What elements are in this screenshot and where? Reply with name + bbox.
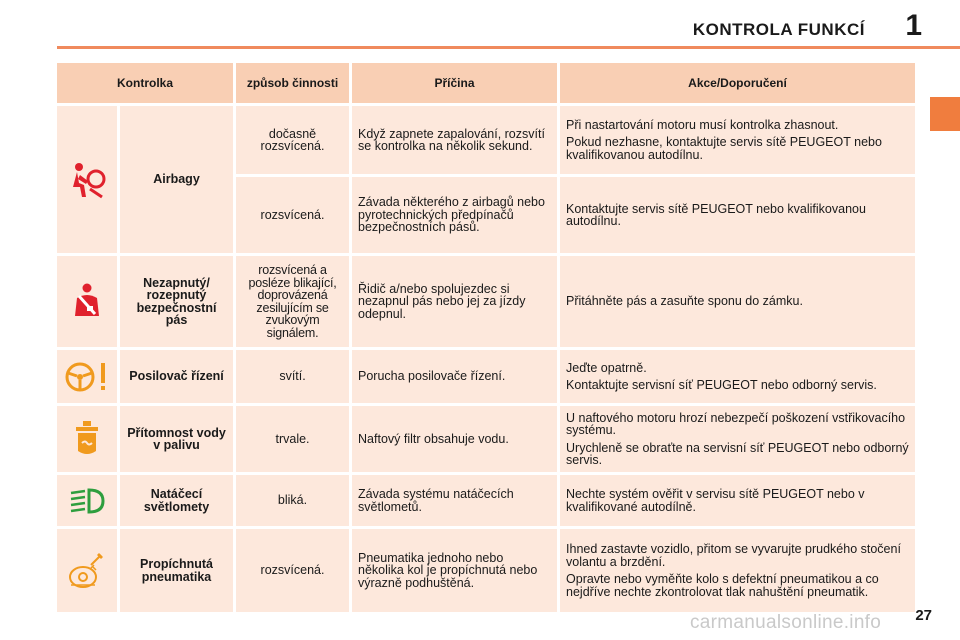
action-text: Kontaktujte servisní síť PEUGEOT nebo odborný servis.	[566, 378, 877, 392]
label-seatbelt: Nezapnutý/ rozepnutý bezpečnostní pás	[120, 256, 233, 347]
watermark: carmanualsonline.info	[690, 612, 882, 633]
action-cell	[560, 406, 915, 472]
tyre-puncture-icon	[65, 551, 109, 591]
mode-cell: rozsvícená.	[236, 529, 349, 612]
mode-cell: svítí.	[236, 350, 349, 403]
label-puncture: Propíchnutá pneumatika	[120, 529, 233, 612]
table-row-seatbelt	[57, 256, 915, 347]
cause-cell: Naftový filtr obsahuje vodu.	[352, 406, 557, 472]
action-cell	[560, 256, 915, 347]
action-cell	[560, 350, 915, 403]
header-kontrolka: Kontrolka	[57, 63, 233, 103]
airbag-icon-cell	[57, 106, 117, 253]
label-water-in-fuel: Přítomnost vody v palivu	[120, 406, 233, 472]
action-text: U naftového motoru hrozí nebezpečí poškození vstřikovacího systému.	[566, 410, 906, 437]
action-cell	[560, 177, 915, 253]
mode-cell: rozsvícená a posléze blikající, doprovázená zesilujícím se zvukovým signálem.	[236, 256, 349, 347]
water-in-fuel-icon	[70, 419, 104, 459]
action-text: Jeďte opatrně.	[566, 360, 647, 375]
action-cell	[560, 475, 915, 526]
table-row-puncture	[57, 529, 915, 612]
table-row-power-steering	[57, 350, 915, 403]
action-text: Opravte nebo vyměňte kolo s defektní pneumatikou a co nejdříve nechte zkontrolovat tlak nahuštění pneumatik.	[566, 572, 879, 599]
action-text: Přitáhněte pás a zasuňte sponu do zámku.	[566, 294, 803, 309]
airbag-icon	[66, 159, 108, 201]
action-cell	[560, 529, 915, 612]
mode-cell: rozsvícená.	[236, 177, 349, 253]
cause-cell: Závada některého z airbagů nebo pyrotechnických předpínačů bezpečnostních pásů.	[352, 177, 557, 253]
mode-cell: trvale.	[236, 406, 349, 472]
table-row-airbag-1	[57, 106, 915, 174]
steering-icon-cell	[57, 350, 117, 403]
headlamp-icon-cell	[57, 475, 117, 526]
seatbelt-icon-cell	[57, 256, 117, 347]
steering-warning-icon	[64, 360, 110, 394]
header-action: Akce/Doporučení	[560, 63, 915, 103]
cause-cell: Když zapnete zapalování, rozsvítí se kontrolka na několik sekund.	[352, 106, 557, 174]
cause-cell: Řidič a/nebo spolujezdec si nezapnul pás nebo jej za jízdy odepnul.	[352, 256, 557, 347]
mode-cell: bliká.	[236, 475, 349, 526]
action-text: Pokud nezhasne, kontaktujte servis sítě PEUGEOT nebo kvalifikovanou autodílnu.	[566, 135, 882, 162]
warning-lights-table	[54, 60, 918, 615]
action-text: Ihned zastavte vozidlo, přitom se vyvarujte prudkého stočení volantu a brzdění.	[566, 542, 901, 569]
headlamp-icon	[67, 486, 107, 516]
cause-cell: Porucha posilovače řízení.	[352, 350, 557, 403]
page-title: KONTROLA FUNKCÍ	[692, 20, 865, 39]
header-cause: Příčina	[352, 63, 557, 103]
action-text: Kontaktujte servis sítě PEUGEOT nebo kvalifikovanou autodílnu.	[566, 201, 866, 228]
chapter-number: 1	[905, 9, 922, 42]
page-number: 27	[915, 607, 932, 624]
tyre-icon-cell	[57, 529, 117, 612]
seatbelt-icon	[69, 282, 105, 322]
cause-cell: Pneumatika jednoho nebo několika kol je propíchnutá nebo výrazně podhuštěná.	[352, 529, 557, 612]
action-text: Při nastartování motoru musí kontrolka zhasnout.	[566, 117, 839, 132]
action-text: Urychleně se obraťte na servisní síť PEUGEOT nebo odborný servis.	[566, 440, 909, 467]
action-text: Nechte systém ověřit v servisu sítě PEUGEOT nebo v kvalifikované autodílně.	[566, 487, 865, 514]
table-header-row	[57, 63, 915, 103]
table-row-water-in-fuel	[57, 406, 915, 472]
header-rule	[57, 46, 960, 49]
mode-cell: dočasně rozsvícená.	[236, 106, 349, 174]
label-airbag: Airbagy	[120, 106, 233, 253]
table-row-headlamps	[57, 475, 915, 526]
header-mode: způsob činnosti	[236, 63, 349, 103]
chapter-tab[interactable]	[930, 97, 960, 131]
label-power-steering: Posilovač řízení	[120, 350, 233, 403]
label-headlamps: Natáčecí světlomety	[120, 475, 233, 526]
action-cell	[560, 106, 915, 174]
water-icon-cell	[57, 406, 117, 472]
cause-cell: Závada systému natáčecích světlometů.	[352, 475, 557, 526]
page-header	[0, 0, 960, 50]
